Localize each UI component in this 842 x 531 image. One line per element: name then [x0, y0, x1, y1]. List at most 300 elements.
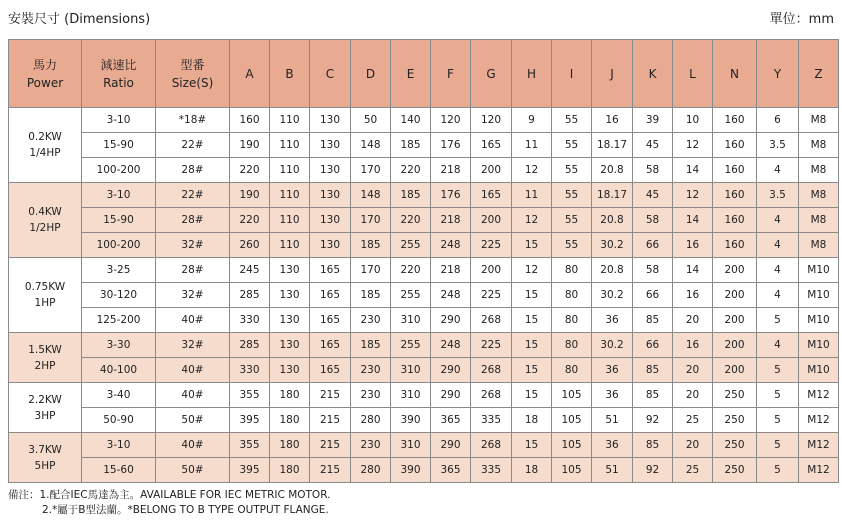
dimension-cell: 260: [230, 233, 270, 258]
power-kw: 3.7KW: [28, 443, 62, 456]
dimension-cell: 20: [673, 308, 713, 333]
dimension-cell: 176: [431, 133, 471, 158]
header-power-zh: 馬力: [32, 57, 57, 72]
dimension-cell: 245: [230, 258, 270, 283]
dimension-cell: 310: [391, 433, 431, 458]
dimension-cell: M8: [799, 158, 839, 183]
dimension-cell: 18: [512, 458, 552, 483]
dimension-cell: 190: [230, 183, 270, 208]
table-row: [9, 158, 839, 183]
dimension-cell: 80: [552, 308, 592, 333]
dimension-cell: 165: [471, 133, 512, 158]
table-row: [9, 108, 839, 133]
dimension-cell: 58: [633, 158, 673, 183]
header-col: Y: [757, 40, 799, 108]
dimension-cell: 110: [270, 158, 310, 183]
ratio-cell: 3-10: [82, 108, 156, 133]
dimension-cell: 220: [391, 208, 431, 233]
header-col: F: [431, 40, 471, 108]
dimension-cell: 105: [552, 383, 592, 408]
notes: [8, 488, 330, 518]
dimension-cell: 30.2: [592, 333, 633, 358]
dimension-cell: M12: [799, 408, 839, 433]
dimension-cell: 180: [270, 433, 310, 458]
dimension-cell: 15: [512, 308, 552, 333]
dimension-cell: 20.8: [592, 158, 633, 183]
dimension-cell: 130: [310, 108, 351, 133]
dimension-cell: 20: [673, 433, 713, 458]
size-cell: 50#: [156, 408, 230, 433]
dimension-cell: 280: [351, 408, 391, 433]
power-cell: [9, 108, 82, 183]
dimension-cell: 230: [351, 308, 391, 333]
dimension-cell: 355: [230, 383, 270, 408]
dimension-cell: 248: [431, 233, 471, 258]
ratio-cell: 3-30: [82, 333, 156, 358]
dimension-cell: 14: [673, 258, 713, 283]
dimension-cell: 365: [431, 458, 471, 483]
note-line-2: 2.*屬于B型法蘭。*BELONG TO B TYPE OUTPUT FLANGE.: [42, 504, 329, 516]
dimension-cell: 225: [471, 283, 512, 308]
dimension-cell: 55: [552, 233, 592, 258]
dimension-cell: M8: [799, 133, 839, 158]
dimension-cell: 200: [471, 258, 512, 283]
dimension-cell: 185: [351, 333, 391, 358]
dimension-cell: 20.8: [592, 258, 633, 283]
power-kw: 0.75KW: [24, 281, 66, 293]
power-kw: 1.5KW: [28, 343, 62, 356]
dimension-cell: 268: [471, 383, 512, 408]
dimension-cell: 66: [633, 233, 673, 258]
table-row: [9, 433, 839, 458]
dimension-cell: 215: [310, 383, 351, 408]
dimension-cell: 130: [270, 333, 310, 358]
header-col: G: [471, 40, 512, 108]
dimension-cell: 200: [471, 208, 512, 233]
header-col: N: [713, 40, 757, 108]
dimension-cell: 18: [512, 408, 552, 433]
dimension-cell: 395: [230, 458, 270, 483]
dimension-cell: 80: [552, 283, 592, 308]
dimension-cell: 55: [552, 183, 592, 208]
dimension-cell: M8: [799, 108, 839, 133]
table-row: [9, 383, 839, 408]
dimension-cell: 16: [592, 108, 633, 133]
table-row: [9, 233, 839, 258]
dimension-cell: 15: [512, 383, 552, 408]
dimension-cell: 66: [633, 333, 673, 358]
dimension-cell: 176: [431, 183, 471, 208]
dimension-cell: 185: [351, 283, 391, 308]
dimension-cell: 148: [351, 183, 391, 208]
dimension-cell: 170: [351, 158, 391, 183]
table-row: [9, 458, 839, 483]
power-hp: 5HP: [34, 459, 56, 472]
dimension-cell: 185: [391, 133, 431, 158]
dimension-cell: 230: [351, 358, 391, 383]
header-size: [156, 40, 230, 108]
header-ratio-en: Ratio: [103, 75, 134, 90]
dimension-cell: 250: [713, 433, 757, 458]
dimension-cell: 310: [391, 358, 431, 383]
dimension-cell: 218: [431, 258, 471, 283]
dimension-cell: 18.17: [592, 183, 633, 208]
dimension-cell: 110: [270, 233, 310, 258]
header-size-zh: 型番: [180, 57, 205, 72]
dimension-cell: 160: [713, 133, 757, 158]
dimension-cell: 255: [391, 283, 431, 308]
table-row: [9, 208, 839, 233]
header-power: [9, 40, 82, 108]
header-power-en: Power: [26, 75, 64, 90]
dimension-cell: 225: [471, 233, 512, 258]
dimension-cell: 330: [230, 358, 270, 383]
note-line-1: 備注：1.配合IEC馬達為主。AVAILABLE FOR IEC METRIC MOTOR.: [8, 489, 331, 501]
dimension-cell: 250: [713, 458, 757, 483]
header-col: J: [592, 40, 633, 108]
dimension-cell: 12: [512, 258, 552, 283]
dimension-cell: 390: [391, 408, 431, 433]
dimension-cell: 85: [633, 383, 673, 408]
dimension-cell: 4: [757, 258, 799, 283]
dimension-cell: 12: [673, 133, 713, 158]
table-body: [9, 108, 839, 483]
header-row: [9, 40, 839, 108]
dimension-cell: 285: [230, 333, 270, 358]
dimension-cell: 4: [757, 283, 799, 308]
dimension-cell: 330: [230, 308, 270, 333]
dimension-cell: M8: [799, 233, 839, 258]
size-cell: 40#: [156, 358, 230, 383]
dimension-cell: 14: [673, 158, 713, 183]
dimension-cell: M10: [799, 333, 839, 358]
header-col: A: [230, 40, 270, 108]
ratio-cell: 125-200: [82, 308, 156, 333]
dimension-cell: 130: [270, 308, 310, 333]
dimension-cell: 290: [431, 433, 471, 458]
dimension-cell: 220: [391, 158, 431, 183]
dimension-cell: 92: [633, 408, 673, 433]
dimension-cell: 12: [673, 183, 713, 208]
dimension-cell: M10: [799, 283, 839, 308]
size-cell: *18#: [156, 108, 230, 133]
ratio-cell: 3-40: [82, 383, 156, 408]
dimension-cell: 160: [713, 158, 757, 183]
dimension-cell: 15: [512, 333, 552, 358]
dimension-cell: M10: [799, 308, 839, 333]
dimension-cell: 4: [757, 233, 799, 258]
dimension-cell: M8: [799, 183, 839, 208]
dimension-cell: 215: [310, 433, 351, 458]
power-cell: [9, 333, 82, 383]
dimension-cell: 220: [391, 258, 431, 283]
dimension-cell: 200: [713, 258, 757, 283]
dimension-cell: 15: [512, 358, 552, 383]
dimension-cell: 36: [592, 358, 633, 383]
dimension-cell: M8: [799, 208, 839, 233]
ratio-cell: 3-25: [82, 258, 156, 283]
ratio-cell: 40-100: [82, 358, 156, 383]
dimension-cell: 250: [713, 408, 757, 433]
dimension-cell: 200: [713, 283, 757, 308]
dimension-cell: 180: [270, 408, 310, 433]
dimension-cell: 130: [310, 233, 351, 258]
header-col: H: [512, 40, 552, 108]
header-col: E: [391, 40, 431, 108]
dimension-cell: 20: [673, 383, 713, 408]
dimension-cell: 16: [673, 233, 713, 258]
power-hp: 3HP: [34, 409, 56, 422]
dimension-cell: 20: [673, 358, 713, 383]
dimension-cell: 15: [512, 233, 552, 258]
size-cell: 40#: [156, 308, 230, 333]
size-cell: 22#: [156, 183, 230, 208]
header-col: D: [351, 40, 391, 108]
dimension-cell: 285: [230, 283, 270, 308]
dimension-cell: 130: [270, 283, 310, 308]
dimension-cell: 220: [230, 208, 270, 233]
dimension-cell: 4: [757, 208, 799, 233]
dimension-cell: M12: [799, 433, 839, 458]
header-col: B: [270, 40, 310, 108]
dimension-cell: 15: [512, 433, 552, 458]
dimension-cell: 36: [592, 383, 633, 408]
dimension-cell: 10: [673, 108, 713, 133]
header-col: C: [310, 40, 351, 108]
dimension-cell: 395: [230, 408, 270, 433]
power-cell: [9, 433, 82, 483]
dimension-cell: 200: [713, 308, 757, 333]
dimension-cell: 39: [633, 108, 673, 133]
dimension-cell: 30.2: [592, 233, 633, 258]
ratio-cell: 50-90: [82, 408, 156, 433]
dimension-cell: 310: [391, 383, 431, 408]
dimension-cell: 130: [270, 258, 310, 283]
dimension-cell: 55: [552, 133, 592, 158]
dimension-cell: 148: [351, 133, 391, 158]
dimension-cell: 80: [552, 333, 592, 358]
dimension-cell: 140: [391, 108, 431, 133]
dimension-cell: 85: [633, 358, 673, 383]
dimension-cell: 290: [431, 358, 471, 383]
dimension-cell: 390: [391, 458, 431, 483]
size-cell: 28#: [156, 158, 230, 183]
dimension-cell: 130: [310, 183, 351, 208]
dimension-cell: 268: [471, 358, 512, 383]
ratio-cell: 100-200: [82, 233, 156, 258]
dimension-cell: 130: [270, 358, 310, 383]
dimension-cell: 218: [431, 208, 471, 233]
power-hp: 1/2HP: [29, 222, 61, 234]
dimension-cell: 230: [351, 433, 391, 458]
dimension-cell: 20.8: [592, 208, 633, 233]
table-row: [9, 183, 839, 208]
dimension-cell: 255: [391, 333, 431, 358]
dimension-cell: 55: [552, 208, 592, 233]
table-row: [9, 408, 839, 433]
dimension-cell: 105: [552, 408, 592, 433]
dimension-cell: 268: [471, 433, 512, 458]
dimension-cell: 5: [757, 433, 799, 458]
dimension-cell: 248: [431, 283, 471, 308]
power-hp: 2HP: [34, 359, 56, 372]
dimension-cell: 110: [270, 133, 310, 158]
dimension-cell: 335: [471, 408, 512, 433]
dimension-cell: 11: [512, 133, 552, 158]
dimension-cell: 200: [471, 158, 512, 183]
power-kw: 2.2KW: [28, 393, 62, 406]
dimension-cell: 120: [471, 108, 512, 133]
dimension-cell: 170: [351, 208, 391, 233]
power-cell: [9, 183, 82, 258]
dimension-cell: 310: [391, 308, 431, 333]
dimension-cell: M10: [799, 258, 839, 283]
dimension-cell: 165: [310, 358, 351, 383]
power-kw: 0.2KW: [28, 131, 62, 143]
dimension-cell: 18.17: [592, 133, 633, 158]
dimension-cell: 105: [552, 458, 592, 483]
dimension-cell: 268: [471, 308, 512, 333]
dimension-cell: 92: [633, 458, 673, 483]
dimension-cell: 5: [757, 458, 799, 483]
dimension-cell: 80: [552, 258, 592, 283]
dimension-cell: 110: [270, 183, 310, 208]
dimension-cell: 16: [673, 333, 713, 358]
dimension-cell: 170: [351, 258, 391, 283]
dimension-cell: 215: [310, 458, 351, 483]
dimension-cell: 50: [351, 108, 391, 133]
dimension-cell: 130: [310, 158, 351, 183]
dimension-cell: 165: [310, 308, 351, 333]
power-hp: 1/4HP: [29, 147, 61, 159]
table-row: [9, 308, 839, 333]
dimension-cell: 290: [431, 308, 471, 333]
dimension-cell: 200: [713, 358, 757, 383]
header-col: L: [673, 40, 713, 108]
table-row: [9, 333, 839, 358]
dimension-cell: 290: [431, 383, 471, 408]
dimension-cell: M12: [799, 383, 839, 408]
dimension-cell: 225: [471, 333, 512, 358]
dimension-cell: 45: [633, 133, 673, 158]
dimension-cell: 105: [552, 433, 592, 458]
table-row: [9, 358, 839, 383]
dimension-cell: 11: [512, 183, 552, 208]
dimension-cell: 220: [230, 158, 270, 183]
header-ratio: [82, 40, 156, 108]
size-cell: 32#: [156, 283, 230, 308]
dimension-cell: 4: [757, 158, 799, 183]
dimension-cell: 25: [673, 458, 713, 483]
size-cell: 40#: [156, 433, 230, 458]
power-cell: [9, 383, 82, 433]
dimension-cell: 5: [757, 308, 799, 333]
power-kw: 0.4KW: [28, 206, 62, 218]
dimension-cell: 15: [512, 283, 552, 308]
size-cell: 50#: [156, 458, 230, 483]
dimension-cell: 180: [270, 458, 310, 483]
dimension-cell: 55: [552, 158, 592, 183]
dimension-cell: 230: [351, 383, 391, 408]
dimension-cell: 25: [673, 408, 713, 433]
dimension-cell: 66: [633, 283, 673, 308]
dimension-cell: 110: [270, 208, 310, 233]
ratio-cell: 15-60: [82, 458, 156, 483]
dimension-cell: 55: [552, 108, 592, 133]
dimension-cell: 85: [633, 308, 673, 333]
dimension-cell: 9: [512, 108, 552, 133]
dimension-cell: 200: [713, 333, 757, 358]
table-row: [9, 258, 839, 283]
header-col: I: [552, 40, 592, 108]
header-ratio-zh: 減速比: [100, 57, 137, 72]
dimension-cell: 80: [552, 358, 592, 383]
dimension-cell: 16: [673, 283, 713, 308]
dimension-cell: 5: [757, 358, 799, 383]
dimension-cell: 51: [592, 458, 633, 483]
ratio-cell: 3-10: [82, 433, 156, 458]
dimension-cell: 6: [757, 108, 799, 133]
table-row: [9, 133, 839, 158]
dimension-cell: 12: [512, 208, 552, 233]
ratio-cell: 15-90: [82, 208, 156, 233]
dimension-cell: 30.2: [592, 283, 633, 308]
dimension-cell: 255: [391, 233, 431, 258]
dimension-cell: 165: [310, 283, 351, 308]
dimension-cell: 365: [431, 408, 471, 433]
dimension-cell: 185: [391, 183, 431, 208]
dimension-cell: 110: [270, 108, 310, 133]
dimension-cell: 5: [757, 408, 799, 433]
dimension-cell: 160: [713, 208, 757, 233]
dimension-cell: 165: [310, 333, 351, 358]
dimension-cell: 190: [230, 133, 270, 158]
dimension-cell: 250: [713, 383, 757, 408]
dimension-cell: 51: [592, 408, 633, 433]
header-size-en: Size(S): [171, 75, 214, 90]
dimension-cell: 5: [757, 383, 799, 408]
dimension-cell: 58: [633, 258, 673, 283]
dimension-cell: 180: [270, 383, 310, 408]
ratio-cell: 15-90: [82, 133, 156, 158]
header-col: Z: [799, 40, 839, 108]
page-title: 安裝尺寸 (Dimensions): [8, 12, 151, 27]
dimension-cell: 45: [633, 183, 673, 208]
dimensions-table: [8, 39, 839, 483]
size-cell: 22#: [156, 133, 230, 158]
size-cell: 28#: [156, 258, 230, 283]
dimension-cell: 3.5: [757, 183, 799, 208]
dimension-cell: 36: [592, 308, 633, 333]
size-cell: 40#: [156, 383, 230, 408]
dimension-cell: 160: [713, 233, 757, 258]
power-cell: [9, 258, 82, 333]
dimension-cell: 120: [431, 108, 471, 133]
dimension-cell: 12: [512, 158, 552, 183]
dimension-cell: 215: [310, 408, 351, 433]
dimension-cell: 85: [633, 433, 673, 458]
dimension-cell: 248: [431, 333, 471, 358]
table-row: [9, 283, 839, 308]
dimension-cell: 185: [351, 233, 391, 258]
ratio-cell: 100-200: [82, 158, 156, 183]
power-hp: 1HP: [34, 297, 56, 309]
dimension-cell: 160: [713, 183, 757, 208]
dimension-cell: 130: [310, 133, 351, 158]
dimension-cell: M10: [799, 358, 839, 383]
dimension-cell: M12: [799, 458, 839, 483]
size-cell: 32#: [156, 333, 230, 358]
